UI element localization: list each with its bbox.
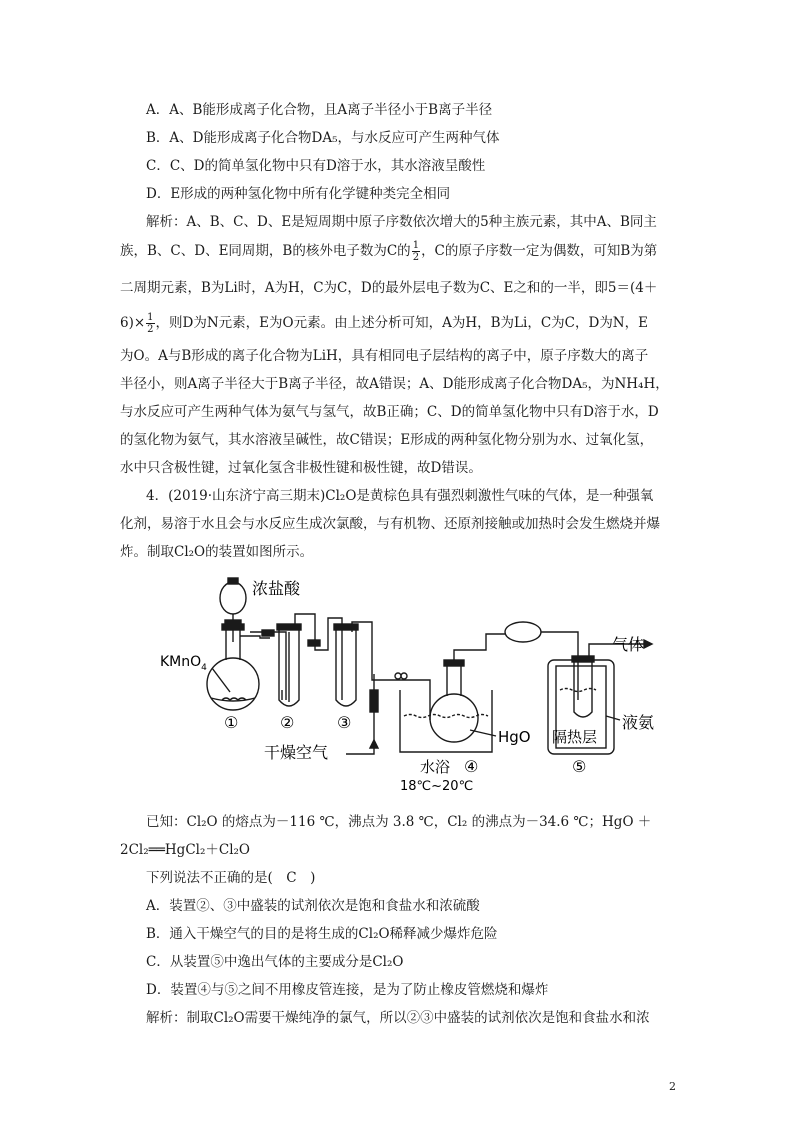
q3-explanation-line: 6)× $\frac{1}{2}$ ，则D为N元素，E为O元素。由上述分析可知，A为H，B为Li，C为C，D为N，E [120, 312, 648, 335]
label-gas: 气体 [612, 635, 645, 654]
cold-trap-5 [548, 640, 655, 754]
flask-1 [207, 624, 259, 710]
test-tube-3 [334, 624, 358, 706]
q3-option-c: C．C、D的简单氢化物中只有D溶于水，其水溶液呈酸性 [146, 158, 486, 174]
test-tube-2 [277, 624, 301, 706]
q4-stem-line: 炸。制取Cl₂O的装置如图所示。 [120, 544, 314, 560]
q4-option-c: C．从装置⑤中逸出气体的主要成分是Cl₂O [146, 954, 404, 970]
q3-option-b: B．A、D能形成离子化合物DA₅，与水反应可产生两种气体 [146, 130, 500, 146]
q4-option-d: D．装置④与⑤之间不用橡皮管连接，是为了防止橡皮管燃烧和爆炸 [146, 982, 549, 998]
label-insulation: 隔热层 [552, 728, 598, 746]
q3-explanation-line: 为O。A与B形成的离子化合物为LiH，具有相同电子层结构的离子中，原子序数大的离子 [120, 348, 649, 364]
q4-explanation-line: 解析：制取Cl₂O需要干燥纯净的氯气，所以②③中盛装的试剂依次是饱和食盐水和浓 [146, 1010, 650, 1026]
q3-option-a: A．A、B能形成离子化合物，且A离子半径小于B离子半径 [146, 102, 493, 118]
q4-option-b: B．通入干燥空气的目的是将生成的Cl₂O稀释减少爆炸危险 [146, 926, 498, 942]
q4-stem-line: 化剂，易溶于水且会与水反应生成次氯酸，与有机物、还原剂接触或加热时会发生燃烧并爆 [120, 516, 660, 532]
fraction-one-half: $\frac{1}{2}$ [412, 240, 420, 263]
q3-explanation-line: 族，B、C、D、E同周期，B的核外电子数为C的 $\frac{1}{2}$ ，C的原子序数一定为偶数，可知B为第 [120, 240, 658, 263]
q3-explanation-line: 解析：A、B、C、D、E是短周期中原子序数依次增大的5种主族元素，其中A、B同主 [146, 214, 657, 230]
label-num-3: ③ [337, 713, 352, 732]
label-temperature: 18℃~20℃ [400, 779, 474, 794]
q3-explanation-line: 与水反应可产生两种气体为氨气与氢气，故B正确；C、D的简单氢化物中只有D溶于水，D [120, 404, 659, 420]
q3-explanation-line: 的氢化物为氨气，其水溶液呈碱性，故C错误；E形成的两种氢化物分别为水、过氧化氢， [120, 432, 654, 448]
q3-explanation-line: 半径小，则A离子半径大于B离子半径，故A错误；A、D能形成离子化合物DA₅，为NH₄H， [120, 376, 669, 392]
label-kmno4: KMnO$_4$ [160, 654, 207, 673]
q4-option-a: A．装置②、③中盛装的试剂依次是饱和食盐水和浓硫酸 [146, 898, 480, 914]
q3-explanation-line: 二周期元素，B为Li时，A为H，C为C，D的最外层电子数为C、E之和的一半，即5＝(4＋ [120, 280, 658, 296]
bulb [505, 622, 578, 700]
q4-stem-line: 4．(2019·山东济宁高三期末)Cl₂O是黄棕色具有强烈刺激性气味的气体，是一种强氧 [146, 488, 654, 504]
label-num-2: ② [280, 713, 295, 732]
q3-explanation-line: 水中只含极性键，过氧化氢含非极性键和极性键，故D错误。 [120, 460, 482, 476]
label-num-4: ④ [464, 757, 479, 776]
label-num-5: ⑤ [572, 757, 587, 776]
page-number: 2 [669, 1080, 676, 1093]
q4-known-line: 已知：Cl₂O 的熔点为－116 ℃，沸点为 3.8 ℃，Cl₂ 的沸点为－34.6 ℃；HgO ＋ [146, 814, 652, 830]
separatory-funnel [220, 578, 246, 642]
label-liquid-ammonia: 液氨 [622, 713, 655, 732]
label-num-1: ① [224, 713, 239, 732]
q4-known-line: 2Cl₂══HgCl₂＋Cl₂O [120, 842, 251, 858]
q4-question: 下列说法不正确的是( C ) [146, 870, 316, 886]
label-water-bath: 水浴 [420, 758, 451, 776]
fraction-one-half: $\frac{1}{2}$ [147, 312, 154, 335]
label-dry-air: 干燥空气 [264, 743, 329, 762]
q3-option-d: D．E形成的两种氢化物中所有化学键种类完全相同 [146, 186, 451, 202]
label-hcl: 浓盐酸 [252, 579, 301, 598]
label-hgo: HgO [498, 728, 531, 746]
flask-4 [430, 634, 506, 742]
water-bath-beaker [400, 690, 492, 752]
